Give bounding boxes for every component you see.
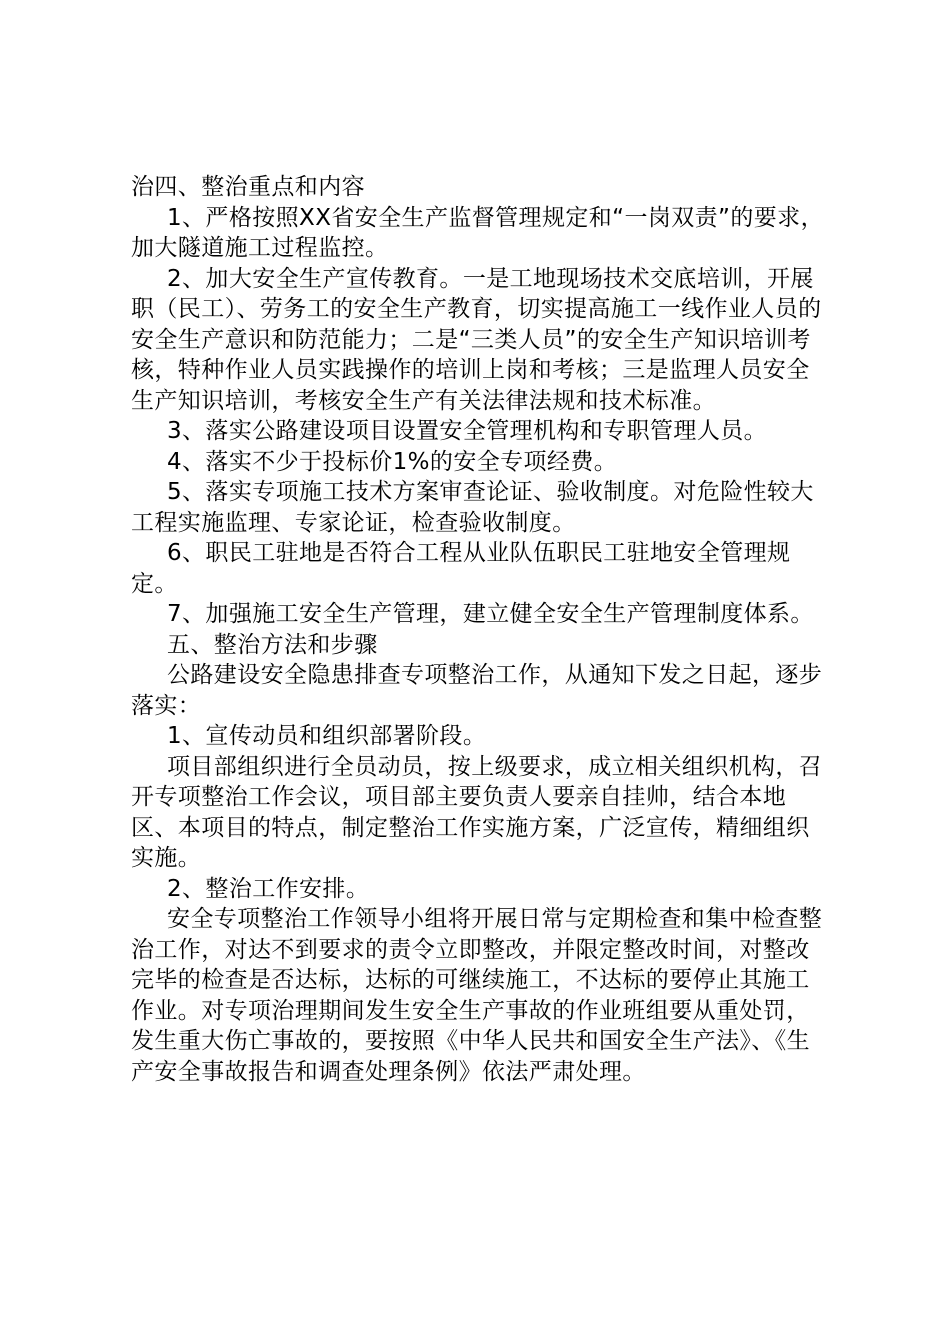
step-body-2: 安全专项整治工作领导小组将开展日常与定期检查和集中检查整治工作，对达不到要求的责令立即整改，并限定整改时间，对整改完毕的检查是否达标，达标的可继续施工，不达标的要停止其施工作业。对专项治理期间发生安全生产事故的作业班组要从重处罚，发生重大伤亡事故的，要按照《中华人民共和国安全生产法》、《生产安全事故报告和调查处理条例》依法严肃处理。 [131,906,823,1085]
paragraph-item-1: 1、严格按照XX省安全生产监督管理规定和“一岗双责”的要求，加大隧道施工过程监控。 [131,204,824,261]
step-heading-1: 1、宣传动员和组织部署阶段。 [167,723,487,749]
paragraph-item-7: 7、加强施工安全生产管理，建立健全安全生产管理制度体系。 [167,601,814,627]
step-heading-2: 2、整治工作安排。 [167,875,370,902]
document-body [131,172,831,1087]
paragraph-item-3: 3、落实公路建设项目设置安全管理机构和专职管理人员。 [167,418,768,444]
step-body-1: 项目部组织进行全员动员，按上级要求，成立相关组织机构，召开专项整治工作会议，项目部主要负责人要亲自挂帅，结合本地区、本项目的特点，制定整治工作实施方案，广泛宣传，精细组织实施。 [131,753,823,871]
paragraph-item-4: 4、落实不少于投标价1%的安全专项经费。 [167,448,618,475]
paragraph-intro: 公路建设安全隐患排查专项整治工作，从通知下发之日起，逐步落实： [131,662,823,719]
paragraph-item-6: 6、职民工驻地是否符合工程从业队伍职民工驻地安全管理规定。 [131,540,791,597]
paragraph-item-2: 2、加大安全生产宣传教育。一是工地现场技术交底培训，开展职（民工）、劳务工的安全生产教育，切实提高施工一线作业人员的安全生产意识和防范能力；二是“三类人员”的安全生产知识培训考核，特种作业人员实践操作的培训上岗和考核；三是监理人员安全生产知识培训，考核安全生产有关法律法规和技术标准。 [131,265,822,414]
section-heading-5: 五、整治方法和步骤 [167,631,378,658]
paragraph-item-5: 5、落实专项施工技术方案审查论证、验收制度。对危险性较大工程实施监理、专家论证，检查验收制度。 [131,479,814,536]
section-heading-4: 治四、整治重点和内容 [131,174,365,200]
